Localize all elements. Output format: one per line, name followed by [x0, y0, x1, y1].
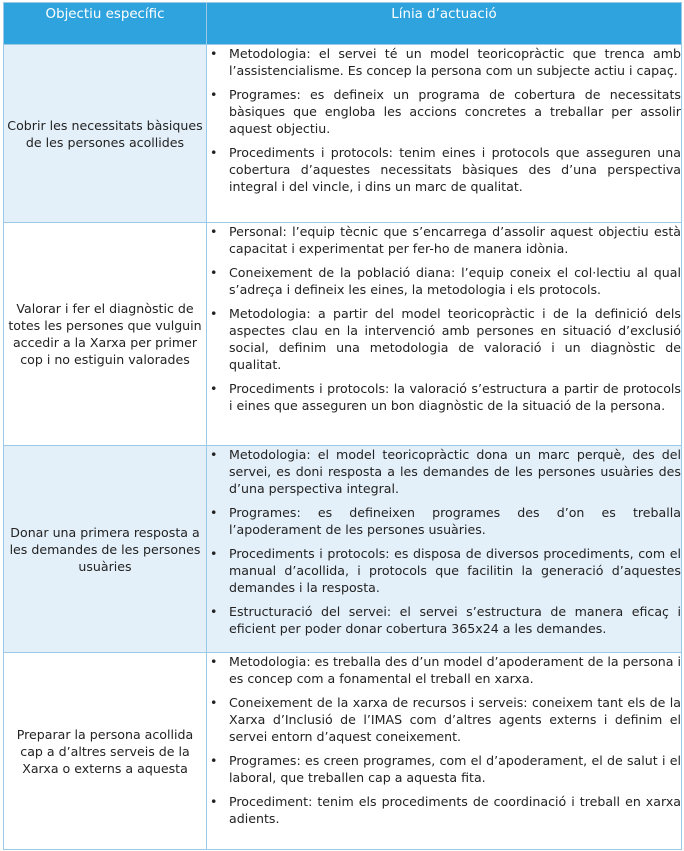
list-item [207, 694, 681, 745]
action-lines-cell [207, 223, 682, 446]
header-action-line: Línia d’actuació [207, 3, 682, 45]
objective-cell: Donar una primera resposta a les demandes de les persones usuàries [4, 446, 207, 653]
list-item [207, 264, 681, 298]
bullet-icon: • [210, 447, 218, 462]
action-lines-cell [207, 653, 682, 850]
list-item [207, 653, 681, 687]
list-item [207, 305, 681, 373]
bullet-icon: • [210, 87, 218, 102]
action-lines-cell [207, 45, 682, 223]
list-item-text: Coneixement de la xarxa de recursos i serveis: coneixem tant els de la Xarxa d’Inclusió de l’IMAS com d’altres agents externs i definim el servei entorn d’aquest coneixement. [229, 695, 681, 744]
list-item-text: Programes: es defineixen programes des d’on es treballa l’apoderament de les persones usuàries. [229, 505, 681, 537]
list-item-text: Metodologia: a partir del model teoricopràctic i de la definició dels aspectes clau en la intervenció amb persones en situació d’exclusió social, definim una metodologia de valoració i un diagnòstic de qualitat. [229, 306, 681, 372]
bullet-icon: • [210, 753, 218, 768]
list-item [207, 545, 681, 596]
bullet-icon: • [210, 145, 218, 160]
list-item-text: Metodologia: es treballa des d’un model d’apoderament de la persona i es concep com a fonamental el treball en xarxa. [229, 654, 681, 686]
table-row [4, 653, 682, 850]
list-item [207, 45, 681, 79]
action-lines-cell [207, 446, 682, 653]
list-item-text: Procediment: tenim els procediments de coordinació i treball en xarxa adients. [229, 794, 681, 826]
action-list [207, 446, 681, 637]
bullet-icon: • [210, 306, 218, 321]
list-item [207, 223, 681, 257]
list-item-text: Estructuració del servei: el servei s’estructura de manera eficaç i eficient per poder donar cobertura 365x24 a les demandes. [229, 604, 681, 636]
bullet-icon: • [210, 794, 218, 809]
bullet-icon: • [210, 265, 218, 280]
action-list [207, 223, 681, 414]
bullet-icon: • [210, 224, 218, 239]
header-objective: Objectiu específic [4, 3, 207, 45]
list-item-text: Procediments i protocols: tenim eines i protocols que asseguren una cobertura d’aquestes necessitats bàsiques des d’una perspectiva integral i del vincle, i dins un marc de qualitat. [229, 145, 681, 194]
list-item [207, 446, 681, 497]
list-item [207, 380, 681, 414]
objective-cell: Cobrir les necessitats bàsiques de les persones acollides [4, 45, 207, 223]
list-item-text: Metodologia: el model teoricopràctic dona un marc perquè, des del servei, es doni resposta a les demandes de les persones usuàries des d’una perspectiva integral. [229, 447, 681, 496]
bullet-icon: • [210, 546, 218, 561]
list-item-text: Procediments i protocols: la valoració s’estructura a partir de protocols i eines que asseguren un bon diagnòstic de la situació de la persona. [229, 381, 681, 413]
list-item [207, 603, 681, 637]
list-item-text: Coneixement de la població diana: l’equip coneix el col·lectiu al qual s’adreça i defineix les eines, la metodologia i els protocols. [229, 265, 681, 297]
objective-cell: Valorar i fer el diagnòstic de totes les persones que vulguin accedir a la Xarxa per primer cop i no estiguin valorades [4, 223, 207, 446]
list-item [207, 86, 681, 137]
action-list [207, 653, 681, 827]
action-list [207, 45, 681, 195]
objectives-table [3, 2, 682, 850]
bullet-icon: • [210, 654, 218, 669]
table-row [4, 45, 682, 223]
list-item-text: Procediments i protocols: es disposa de diversos procediments, com el manual d’acollida, i protocols que facilitin la generació d’aquestes demandes i la resposta. [229, 546, 681, 595]
objective-cell: Preparar la persona acollida cap a d’altres serveis de la Xarxa o externs a aquesta [4, 653, 207, 850]
list-item-text: Programes: es creen programes, com el d’apoderament, el de salut i el laboral, que treballen cap a aquesta fita. [229, 753, 681, 785]
list-item-text: Metodologia: el servei té un model teoricopràctic que trenca amb l’assistencialisme. Es concep la persona com un subjecte actiu i capaç. [229, 46, 681, 78]
list-item [207, 144, 681, 195]
list-item [207, 752, 681, 786]
table-row [4, 446, 682, 653]
bullet-icon: • [210, 505, 218, 520]
list-item-text: Programes: es defineix un programa de cobertura de necessitats bàsiques que engloba les accions concretes a treballar per assolir aquest objectiu. [229, 87, 681, 136]
bullet-icon: • [210, 604, 218, 619]
bullet-icon: • [210, 46, 218, 61]
list-item [207, 504, 681, 538]
bullet-icon: • [210, 695, 218, 710]
bullet-icon: • [210, 381, 218, 396]
list-item-text: Personal: l’equip tècnic que s’encarrega d’assolir aquest objectiu està capacitat i experimentat per fer-ho de manera idònia. [229, 224, 681, 256]
table-row [4, 223, 682, 446]
list-item [207, 793, 681, 827]
table-header-row [4, 3, 682, 45]
